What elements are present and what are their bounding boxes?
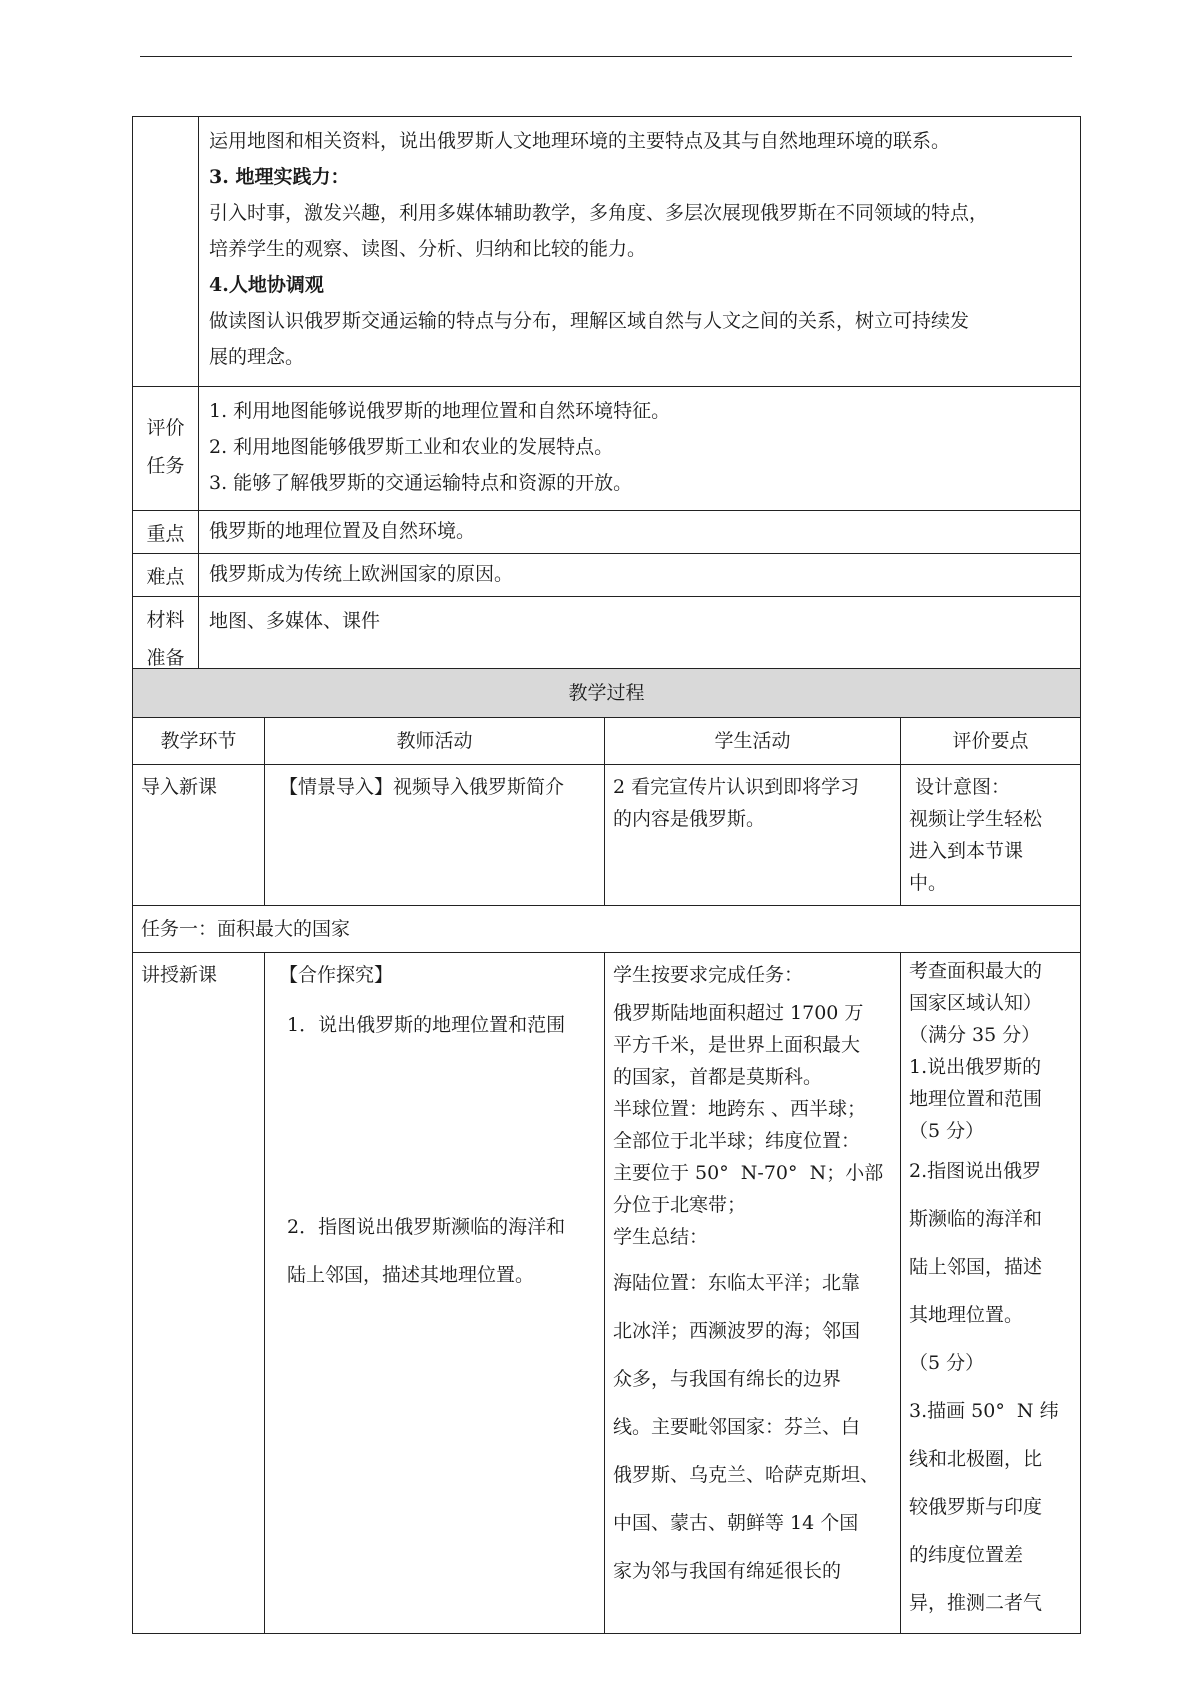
difficulty-text: 俄罗斯成为传统上欧洲国家的原因。 xyxy=(199,554,1081,597)
eval-line: （5 分） xyxy=(909,1120,985,1142)
eval-line: 1.说出俄罗斯的 xyxy=(909,1056,1042,1078)
eval-line: 国家区域认知） xyxy=(909,992,1043,1014)
intro-evaluation xyxy=(901,765,1081,906)
intro-row xyxy=(133,765,1081,906)
evaluation-label xyxy=(133,387,199,511)
eval-line: （满分 35 分） xyxy=(909,1024,1041,1046)
objective-heading-4: 4.人地协调观 xyxy=(209,274,324,296)
column-header-evaluation: 评价要点 xyxy=(901,718,1081,765)
student-line: 北冰洋；西濒波罗的海；邻国 xyxy=(613,1320,861,1342)
student-line: 全部位于北半球；纬度位置： xyxy=(613,1130,861,1152)
eval-line: 异，推测二者气 xyxy=(909,1592,1043,1614)
objectives-label-cell xyxy=(133,117,199,387)
objective-para-4a: 做读图认识俄罗斯交通运输的特点与分布，理解区域自然与人文之间的关系，树立可持续发 xyxy=(209,310,970,332)
intro-stage: 导入新课 xyxy=(133,765,265,906)
materials-text: 地图、多媒体、课件 xyxy=(199,597,1081,678)
student-line: 中国、蒙古、朝鲜等 14 个国 xyxy=(613,1512,859,1534)
evaluation-row xyxy=(133,387,1081,511)
column-header-stage: 教学环节 xyxy=(133,718,265,765)
materials-row xyxy=(133,597,1081,678)
objectives-row xyxy=(133,117,1081,387)
evaluation-item-2: 2. 利用地图能够俄罗斯工业和农业的发展特点。 xyxy=(209,436,614,458)
key-point-row xyxy=(133,511,1081,554)
intro-student-line: 2 看完宣传片认识到即将学习 xyxy=(613,776,860,798)
eval-line: （5 分） xyxy=(909,1352,985,1374)
key-point-label: 重点 xyxy=(133,511,199,554)
student-line: 海陆位置：东临太平洋；北靠 xyxy=(613,1272,861,1294)
objectives-content xyxy=(199,117,1081,387)
eval-line: 线和北极圈，比 xyxy=(909,1448,1043,1470)
student-line: 学生按要求完成任务： xyxy=(613,964,804,986)
eval-line: 考查面积最大的 xyxy=(909,960,1043,982)
teacher-coop-heading: 【合作探究】 xyxy=(279,964,394,986)
materials-label-b: 准备 xyxy=(146,647,185,669)
eval-line: 其地理位置。 xyxy=(909,1304,1024,1326)
lecture-stage: 讲授新课 xyxy=(133,953,265,1634)
eval-line: 陆上邻国，描述 xyxy=(909,1256,1043,1278)
intro-eval-line: 进入到本节课 xyxy=(909,840,1024,862)
evaluation-item-1: 1. 利用地图能够说俄罗斯的地理位置和自然环境特征。 xyxy=(209,400,671,422)
process-title-row xyxy=(133,669,1081,718)
evaluation-label-b: 任务 xyxy=(146,455,185,477)
student-line: 俄罗斯陆地面积超过 1700 万 xyxy=(613,1002,864,1024)
lecture-teacher xyxy=(265,953,605,1634)
teacher-question-1: 1．说出俄罗斯的地理位置和范围 xyxy=(287,1014,566,1036)
teacher-question-2b: 陆上邻国，描述其地理位置。 xyxy=(287,1264,535,1286)
materials-label-a: 材料 xyxy=(146,609,185,631)
lecture-student xyxy=(605,953,901,1634)
difficulty-label: 难点 xyxy=(133,554,199,597)
column-header-teacher: 教师活动 xyxy=(265,718,605,765)
eval-line: 2.指图说出俄罗 xyxy=(909,1160,1042,1182)
process-column-header-row xyxy=(133,718,1081,765)
objective-para-3a: 引入时事，激发兴趣，利用多媒体辅助教学，多角度、多层次展现俄罗斯在不同领域的特点， xyxy=(209,202,989,224)
materials-label xyxy=(133,597,199,678)
lecture-evaluation xyxy=(901,953,1081,1634)
evaluation-label-a: 评价 xyxy=(146,417,185,439)
objective-para-3b: 培养学生的观察、读图、分析、归纳和比较的能力。 xyxy=(209,238,647,260)
eval-line: 较俄罗斯与印度 xyxy=(909,1496,1043,1518)
student-line: 分位于北寒带； xyxy=(613,1194,747,1216)
student-line: 的国家，首都是莫斯科。 xyxy=(613,1066,823,1088)
column-header-student: 学生活动 xyxy=(605,718,901,765)
task-row xyxy=(133,906,1081,953)
process-title: 教学过程 xyxy=(133,669,1081,718)
intro-teacher: 【情景导入】视频导入俄罗斯简介 xyxy=(265,765,605,906)
difficulty-row xyxy=(133,554,1081,597)
student-line: 众多，与我国有绵长的边界 xyxy=(613,1368,842,1390)
evaluation-items xyxy=(199,387,1081,511)
evaluation-item-3: 3. 能够了解俄罗斯的交通运输特点和资源的开放。 xyxy=(209,472,633,494)
lecture-row xyxy=(133,953,1081,1634)
eval-line: 地理位置和范围 xyxy=(909,1088,1043,1110)
teacher-question-2a: 2．指图说出俄罗斯濒临的海洋和 xyxy=(287,1216,566,1238)
student-line: 半球位置：地跨东 、西半球； xyxy=(613,1098,867,1120)
intro-student xyxy=(605,765,901,906)
student-line: 主要位于 50° N-70° N；小部 xyxy=(613,1162,884,1184)
objective-para-4b: 展的理念。 xyxy=(209,346,305,368)
task-title: 任务一：面积最大的国家 xyxy=(133,906,1081,953)
objective-heading-3: 3. 地理实践力： xyxy=(209,166,350,188)
eval-line: 斯濒临的海洋和 xyxy=(909,1208,1043,1230)
intro-eval-line: 设计意图： xyxy=(909,776,1011,798)
student-line: 俄罗斯、乌克兰、哈萨克斯坦、 xyxy=(613,1464,880,1486)
objective-line-1: 运用地图和相关资料，说出俄罗斯人文地理环境的主要特点及其与自然地理环境的联系。 xyxy=(209,130,951,152)
objectives-table xyxy=(132,116,1081,678)
intro-eval-line: 视频让学生轻松 xyxy=(909,808,1043,830)
eval-line: 3.描画 50° N 纬 xyxy=(909,1400,1059,1422)
header-rule xyxy=(140,56,1072,57)
eval-line: 的纬度位置差 xyxy=(909,1544,1024,1566)
process-table xyxy=(132,668,1081,1634)
intro-student-line: 的内容是俄罗斯。 xyxy=(613,808,766,830)
student-line: 平方千米，是世界上面积最大 xyxy=(613,1034,861,1056)
student-line: 线。主要毗邻国家：芬兰、白 xyxy=(613,1416,861,1438)
student-line: 学生总结： xyxy=(613,1226,709,1248)
key-point-text: 俄罗斯的地理位置及自然环境。 xyxy=(199,511,1081,554)
intro-eval-line: 中。 xyxy=(909,872,948,894)
student-line: 家为邻与我国有绵延很长的 xyxy=(613,1560,842,1582)
